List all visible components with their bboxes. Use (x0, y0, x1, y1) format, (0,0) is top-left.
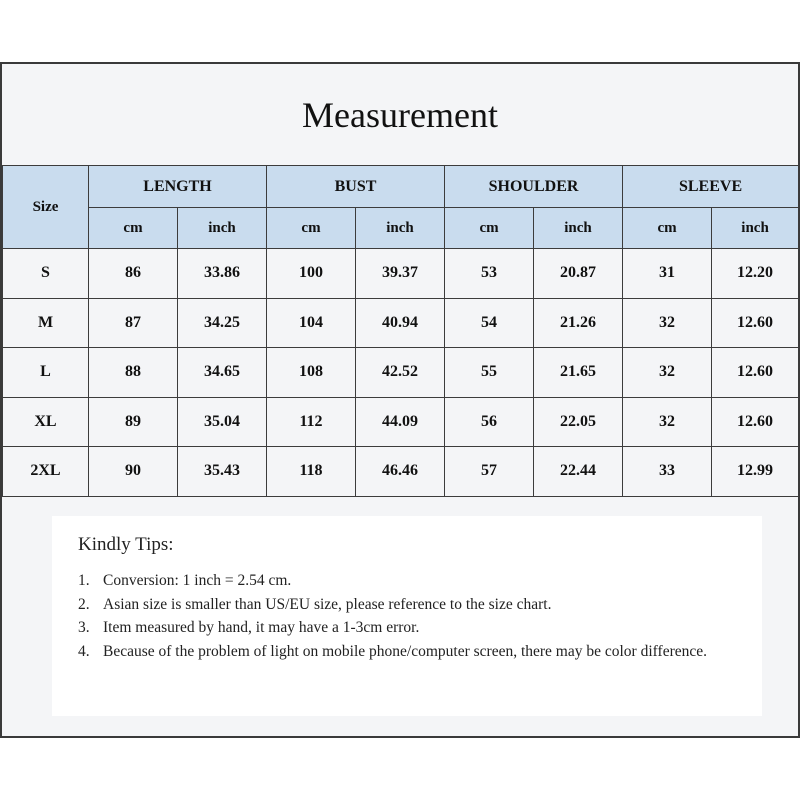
unit-header-cm: cm (623, 208, 712, 249)
value-cell: 22.44 (534, 447, 623, 497)
unit-header-inch: inch (356, 208, 445, 249)
tip-text: Item measured by hand, it may have a 1-3cm error. (103, 619, 420, 636)
value-cell: 55 (445, 348, 534, 398)
tips-title: Kindly Tips: (78, 534, 174, 555)
table-row (3, 348, 799, 398)
page-title: Measurement (302, 95, 498, 135)
size-chart-table (2, 165, 799, 497)
value-cell: 112 (267, 397, 356, 447)
tip-number: 1. (78, 572, 90, 589)
value-cell: 33 (623, 447, 712, 497)
group-header-length: LENGTH (89, 166, 267, 208)
value-cell: 90 (89, 447, 178, 497)
tip-text: Asian size is smaller than US/EU size, please reference to the size chart. (103, 595, 552, 613)
value-cell: 32 (623, 397, 712, 447)
group-header-shoulder: SHOULDER (445, 166, 623, 208)
unit-header-cm: cm (89, 208, 178, 249)
value-cell: 87 (89, 298, 178, 348)
value-cell: 12.60 (712, 397, 799, 447)
value-cell: 39.37 (356, 249, 445, 299)
value-cell: 12.60 (712, 298, 799, 348)
size-column-header: Size (3, 166, 89, 249)
value-cell: 54 (445, 298, 534, 348)
unit-header-cm: cm (267, 208, 356, 249)
table-row (3, 397, 799, 447)
tip-number: 2. (78, 595, 90, 613)
value-cell: 53 (445, 249, 534, 299)
size-cell: M (3, 298, 89, 348)
tip-text: Because of the problem of light on mobile phone/computer screen, there may be color difference. (103, 642, 707, 660)
tip-item (78, 616, 728, 640)
unit-header-inch: inch (178, 208, 267, 249)
tip-item (78, 593, 728, 617)
value-cell: 35.04 (178, 397, 267, 447)
value-cell: 40.94 (356, 298, 445, 348)
group-header-bust: BUST (267, 166, 445, 208)
value-cell: 118 (267, 447, 356, 497)
table-row (3, 249, 799, 299)
unit-header-row (3, 208, 799, 249)
value-cell: 12.20 (712, 249, 799, 299)
size-cell: 2XL (3, 447, 89, 497)
table-row (3, 298, 799, 348)
value-cell: 22.05 (534, 397, 623, 447)
value-cell: 108 (267, 348, 356, 398)
measurement-panel (0, 62, 800, 738)
value-cell: 100 (267, 249, 356, 299)
tips-list (78, 569, 728, 663)
tip-number: 4. (78, 642, 90, 660)
value-cell: 35.43 (178, 447, 267, 497)
size-cell: L (3, 348, 89, 398)
value-cell: 12.99 (712, 447, 799, 497)
value-cell: 89 (89, 397, 178, 447)
value-cell: 32 (623, 298, 712, 348)
value-cell: 57 (445, 447, 534, 497)
unit-header-cm: cm (445, 208, 534, 249)
value-cell: 21.26 (534, 298, 623, 348)
value-cell: 34.25 (178, 298, 267, 348)
value-cell: 32 (623, 348, 712, 398)
table-header-row (3, 166, 799, 208)
tip-item (78, 569, 728, 593)
tip-item (78, 640, 728, 664)
value-cell: 12.60 (712, 348, 799, 398)
value-cell: 20.87 (534, 249, 623, 299)
unit-header-inch: inch (534, 208, 623, 249)
value-cell: 42.52 (356, 348, 445, 398)
value-cell: 33.86 (178, 249, 267, 299)
tip-text: Conversion: 1 inch = 2.54 cm. (103, 572, 292, 589)
value-cell: 44.09 (356, 397, 445, 447)
group-header-sleeve: SLEEVE (623, 166, 799, 208)
value-cell: 31 (623, 249, 712, 299)
size-cell: XL (3, 397, 89, 447)
value-cell: 56 (445, 397, 534, 447)
size-cell: S (3, 249, 89, 299)
value-cell: 86 (89, 249, 178, 299)
value-cell: 104 (267, 298, 356, 348)
value-cell: 21.65 (534, 348, 623, 398)
table-row (3, 447, 799, 497)
value-cell: 88 (89, 348, 178, 398)
tip-number: 3. (78, 619, 90, 636)
value-cell: 34.65 (178, 348, 267, 398)
kindly-tips-box (52, 516, 762, 716)
unit-header-inch: inch (712, 208, 799, 249)
value-cell: 46.46 (356, 447, 445, 497)
